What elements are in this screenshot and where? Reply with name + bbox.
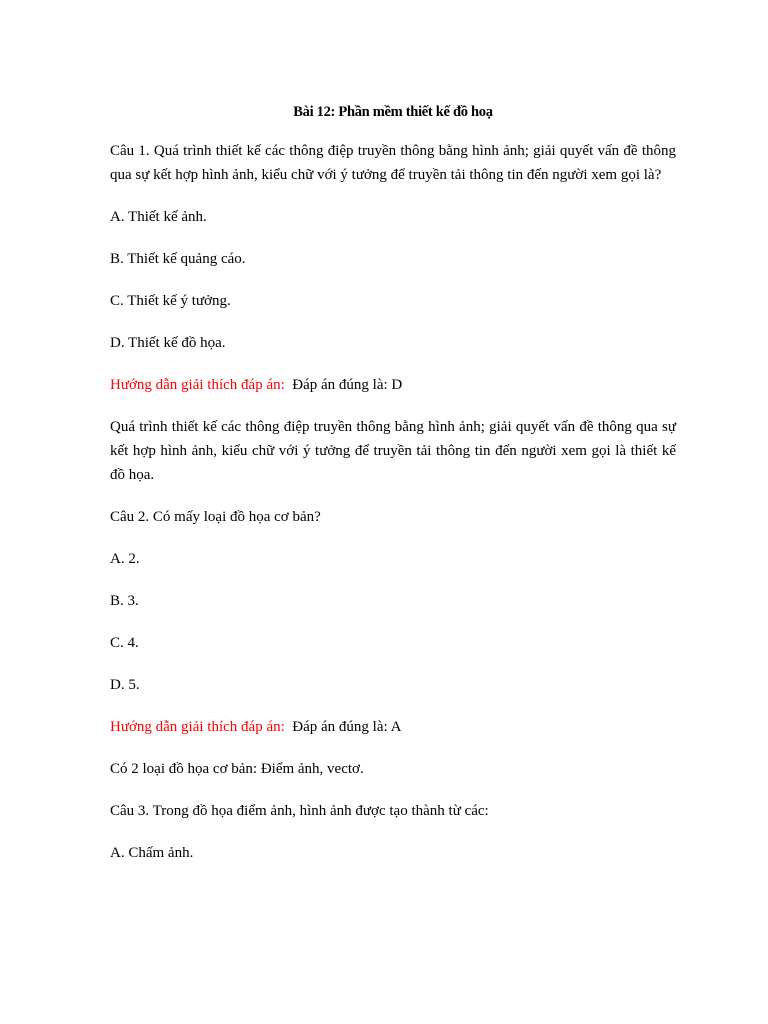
question-2-guide	[110, 715, 676, 739]
question-1-option-b: B. Thiết kế quảng cáo.	[110, 251, 246, 267]
question-1-option-d: D. Thiết kế đồ họa.	[110, 335, 226, 351]
document-title: Bài 12: Phần mềm thiết kế đồ hoạ	[293, 104, 493, 120]
question-2-option-b: B. 3.	[110, 593, 139, 609]
question-3-text: Câu 3. Trong đồ họa điểm ảnh, hình ảnh được tạo thành từ các:	[110, 803, 489, 819]
question-1-option-a: A. Thiết kế ảnh.	[110, 209, 207, 225]
question-2-answer: Đáp án đúng là: A	[292, 719, 402, 735]
question-1-explanation: Quá trình thiết kế các thông điệp truyền thông bằng hình ảnh; giải quyết vấn đề thông qua sự kết hợp hình ảnh, kiểu chữ với ý tưởng để truyền tải thông tin đến người xem gọi là thiết kế đồ họa.	[110, 419, 676, 483]
question-2-option-c: C. 4.	[110, 635, 139, 651]
question-2-option-a: A. 2.	[110, 551, 140, 567]
document-content	[110, 102, 676, 883]
question-1-guide-label: Hướng dẫn giải thích đáp án:	[110, 377, 285, 393]
question-1-option-c: C. Thiết kế ý tưởng.	[110, 293, 231, 309]
question-1-text: Câu 1. Quá trình thiết kế các thông điệp truyền thông bằng hình ảnh; giải quyết vấn đề thông qua sự kết hợp hình ảnh, kiểu chữ với ý tưởng để truyền tải thông tin đến người xem gọi là?	[110, 143, 676, 183]
question-2-guide-label: Hướng dẫn giải thích đáp án:	[110, 719, 285, 735]
question-2-explanation: Có 2 loại đồ họa cơ bản: Điểm ảnh, vectơ.	[110, 761, 364, 777]
question-3-option-a: A. Chấm ảnh.	[110, 845, 194, 861]
question-2-text: Câu 2. Có mấy loại đồ họa cơ bản?	[110, 509, 321, 525]
question-1-answer: Đáp án đúng là: D	[292, 377, 403, 393]
question-2-option-d: D. 5.	[110, 677, 140, 693]
question-1-guide	[110, 373, 676, 397]
